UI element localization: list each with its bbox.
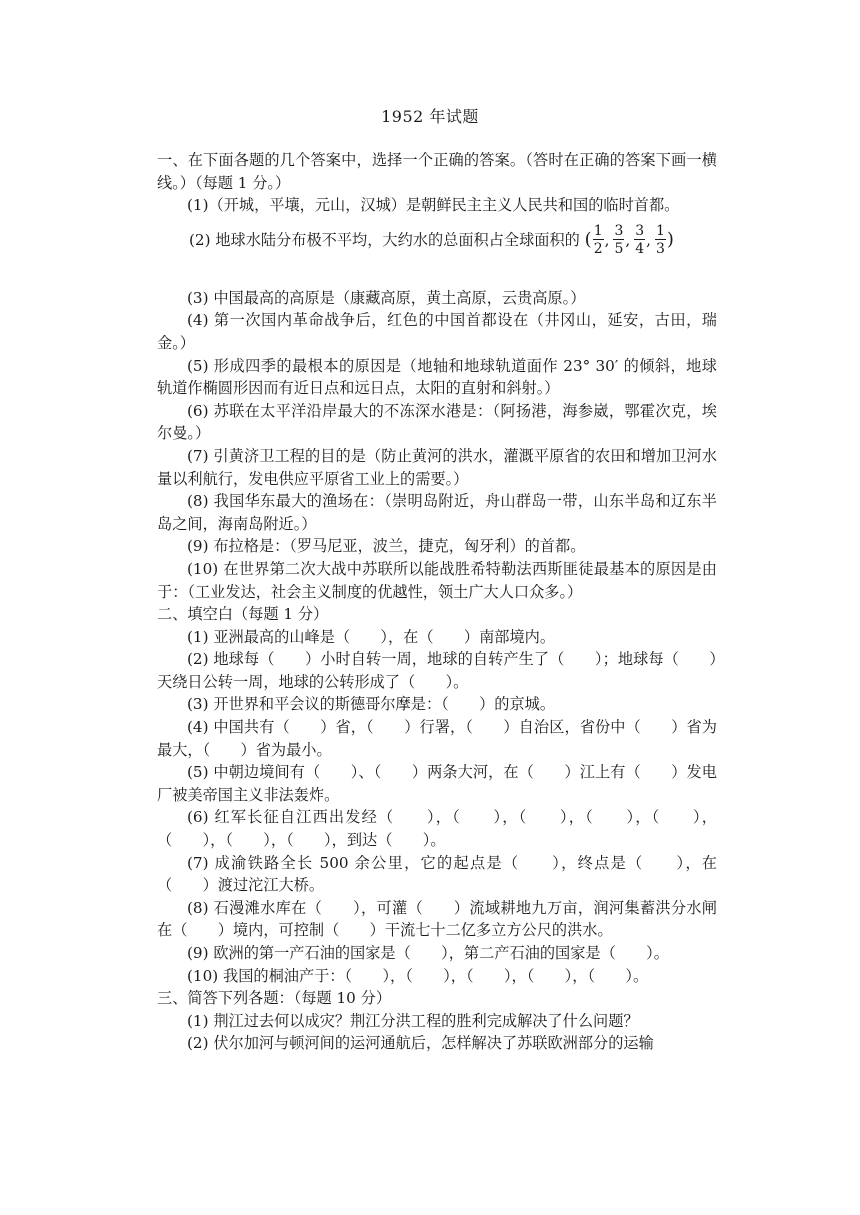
- open-paren: (: [584, 228, 592, 250]
- s1-question-2-text: (2) 地球水陆分布极不平均，大约水的总面积占全球面积的: [189, 230, 580, 249]
- fraction: $\frac{3}{5}$: [614, 222, 624, 257]
- s1-question-5: (5) 形成四季的最根本的原因是（地轴和地球轨道面作 23° 30′ 的倾斜，地球轨道作椭圆形因而有近日点和远日点，太阳的直射和斜射。）: [157, 356, 717, 398]
- section-1-heading: 一、在下面各题的几个答案中，选择一个正确的答案。（答时在正确的答案下画一横线。）（每题 1 分。）: [157, 151, 717, 192]
- exam-body: [157, 149, 717, 1055]
- s2-question-9: (9) 欧洲的第一产石油的国家是（ ），第二产石油的国家是（ ）。: [187, 944, 669, 962]
- s2-question-1: (1) 亚洲最高的山峰是（ ），在（ ）南部境内。: [187, 627, 556, 646]
- fraction: $\frac{1}{2}$: [593, 222, 603, 257]
- s1-question-3: (3) 中国最高的高原是（康藏高原，黄土高原，云贵高原。）: [187, 288, 586, 307]
- s1-question-10: (10) 在世界第二次大战中苏联所以能战胜希特勒法西斯匪徒最基本的原因是由于：（工业发达，社会主义制度的优越性，领土广大人口众多。）: [157, 559, 717, 601]
- section-3-heading: 三、简答下列各题：（每题 10 分）: [157, 989, 392, 1008]
- s1-question-1: (1)（开城，平壤，元山，汉城）是朝鲜民主主义人民共和国的临时首都。: [187, 196, 680, 215]
- s2-question-8: (8) 石漫滩水库在（ ），可灌（ ）流域耕地九万亩，润河集蓄洪分水闸在（ ）境内，可控制（ ）干流七十二亿多立方公尺的洪水。: [157, 898, 717, 940]
- fraction: $\frac{3}{4}$: [635, 222, 645, 257]
- s2-question-4: (4) 中国共有（ ）省，（ ）行署，（ ）自治区，省份中（ ）省为最大，（ ）省为最小。: [157, 718, 717, 759]
- s1-question-7: (7) 引黄济卫工程的目的是（防止黄河的洪水，灌溉平原省的农田和增加卫河水量以利航行，发电供应平原省工业上的需要。）: [157, 446, 717, 488]
- fraction: $\frac{1}{3}$: [655, 222, 665, 257]
- s2-question-2: (2) 地球每（ ）小时自转一周，地球的自转产生了（ ）；地球每（ ）天绕日公转一周，地球的公转形成了（ ）。: [157, 650, 717, 691]
- s2-question-10: (10) 我国的桐油产于：（ ），（ ），（ ），（ ），（ ）。: [187, 966, 649, 985]
- s2-question-7: (7) 成渝铁路全长 500 余公里，它的起点是（ ），终点是（ ），在（ ）渡过沱江大桥。: [157, 853, 717, 895]
- s1-question-4: (4) 第一次国内革命战争后，红色的中国首都设在（井冈山，延安，古田，瑞金。）: [157, 311, 717, 352]
- s1-question-6: (6) 苏联在太平洋沿岸最大的不冻深水港是：（阿扬港，海参崴，鄂霍次克，埃尔曼。）: [157, 401, 717, 443]
- s2-question-6: (6) 红军长征自江西出发经（ ），（ ），（ ），（ ），（ ），（ ），（ ），（ ），到达（ ）。: [157, 808, 717, 850]
- s1-question-9: (9) 布拉格是：（罗马尼亚，波兰，捷克，匈牙利）的首都。: [187, 537, 586, 556]
- page-title: 1952 年试题: [381, 107, 479, 126]
- s2-question-3: (3) 开世界和平会议的斯德哥尔摩是：（ ）的京城。: [187, 695, 556, 714]
- close-paren: ): [666, 228, 674, 250]
- s1-question-8: (8) 我国华东最大的渔场在：（崇明岛附近，舟山群岛一带，山东半岛和辽东半岛之间，海南岛附近。）: [157, 492, 717, 533]
- s2-question-5: (5) 中朝边境间有（ ）、（ ）两条大河，在（ ）江上有（ ）发电厂被美帝国主义非法轰炸。: [157, 763, 717, 804]
- s1-question-2: (2) 地球水陆分布极不平均，大约水的总面积占全球面积的 ( $\frac{1}{2}$ , $\frac{3}{5}$ , $\frac{3}{4}$ , $\frac{1}{3}$ ): [189, 222, 674, 257]
- s3-question-1: (1) 荆江过去何以成灾？荆江分洪工程的胜利完成解决了什么问题？: [187, 1011, 639, 1030]
- s3-question-2: (2) 伏尔加河与顿河间的运河通航后，怎样解决了苏联欧洲部分的运输: [187, 1034, 654, 1053]
- section-2-heading: 二、填空白（每题 1 分）: [157, 605, 329, 624]
